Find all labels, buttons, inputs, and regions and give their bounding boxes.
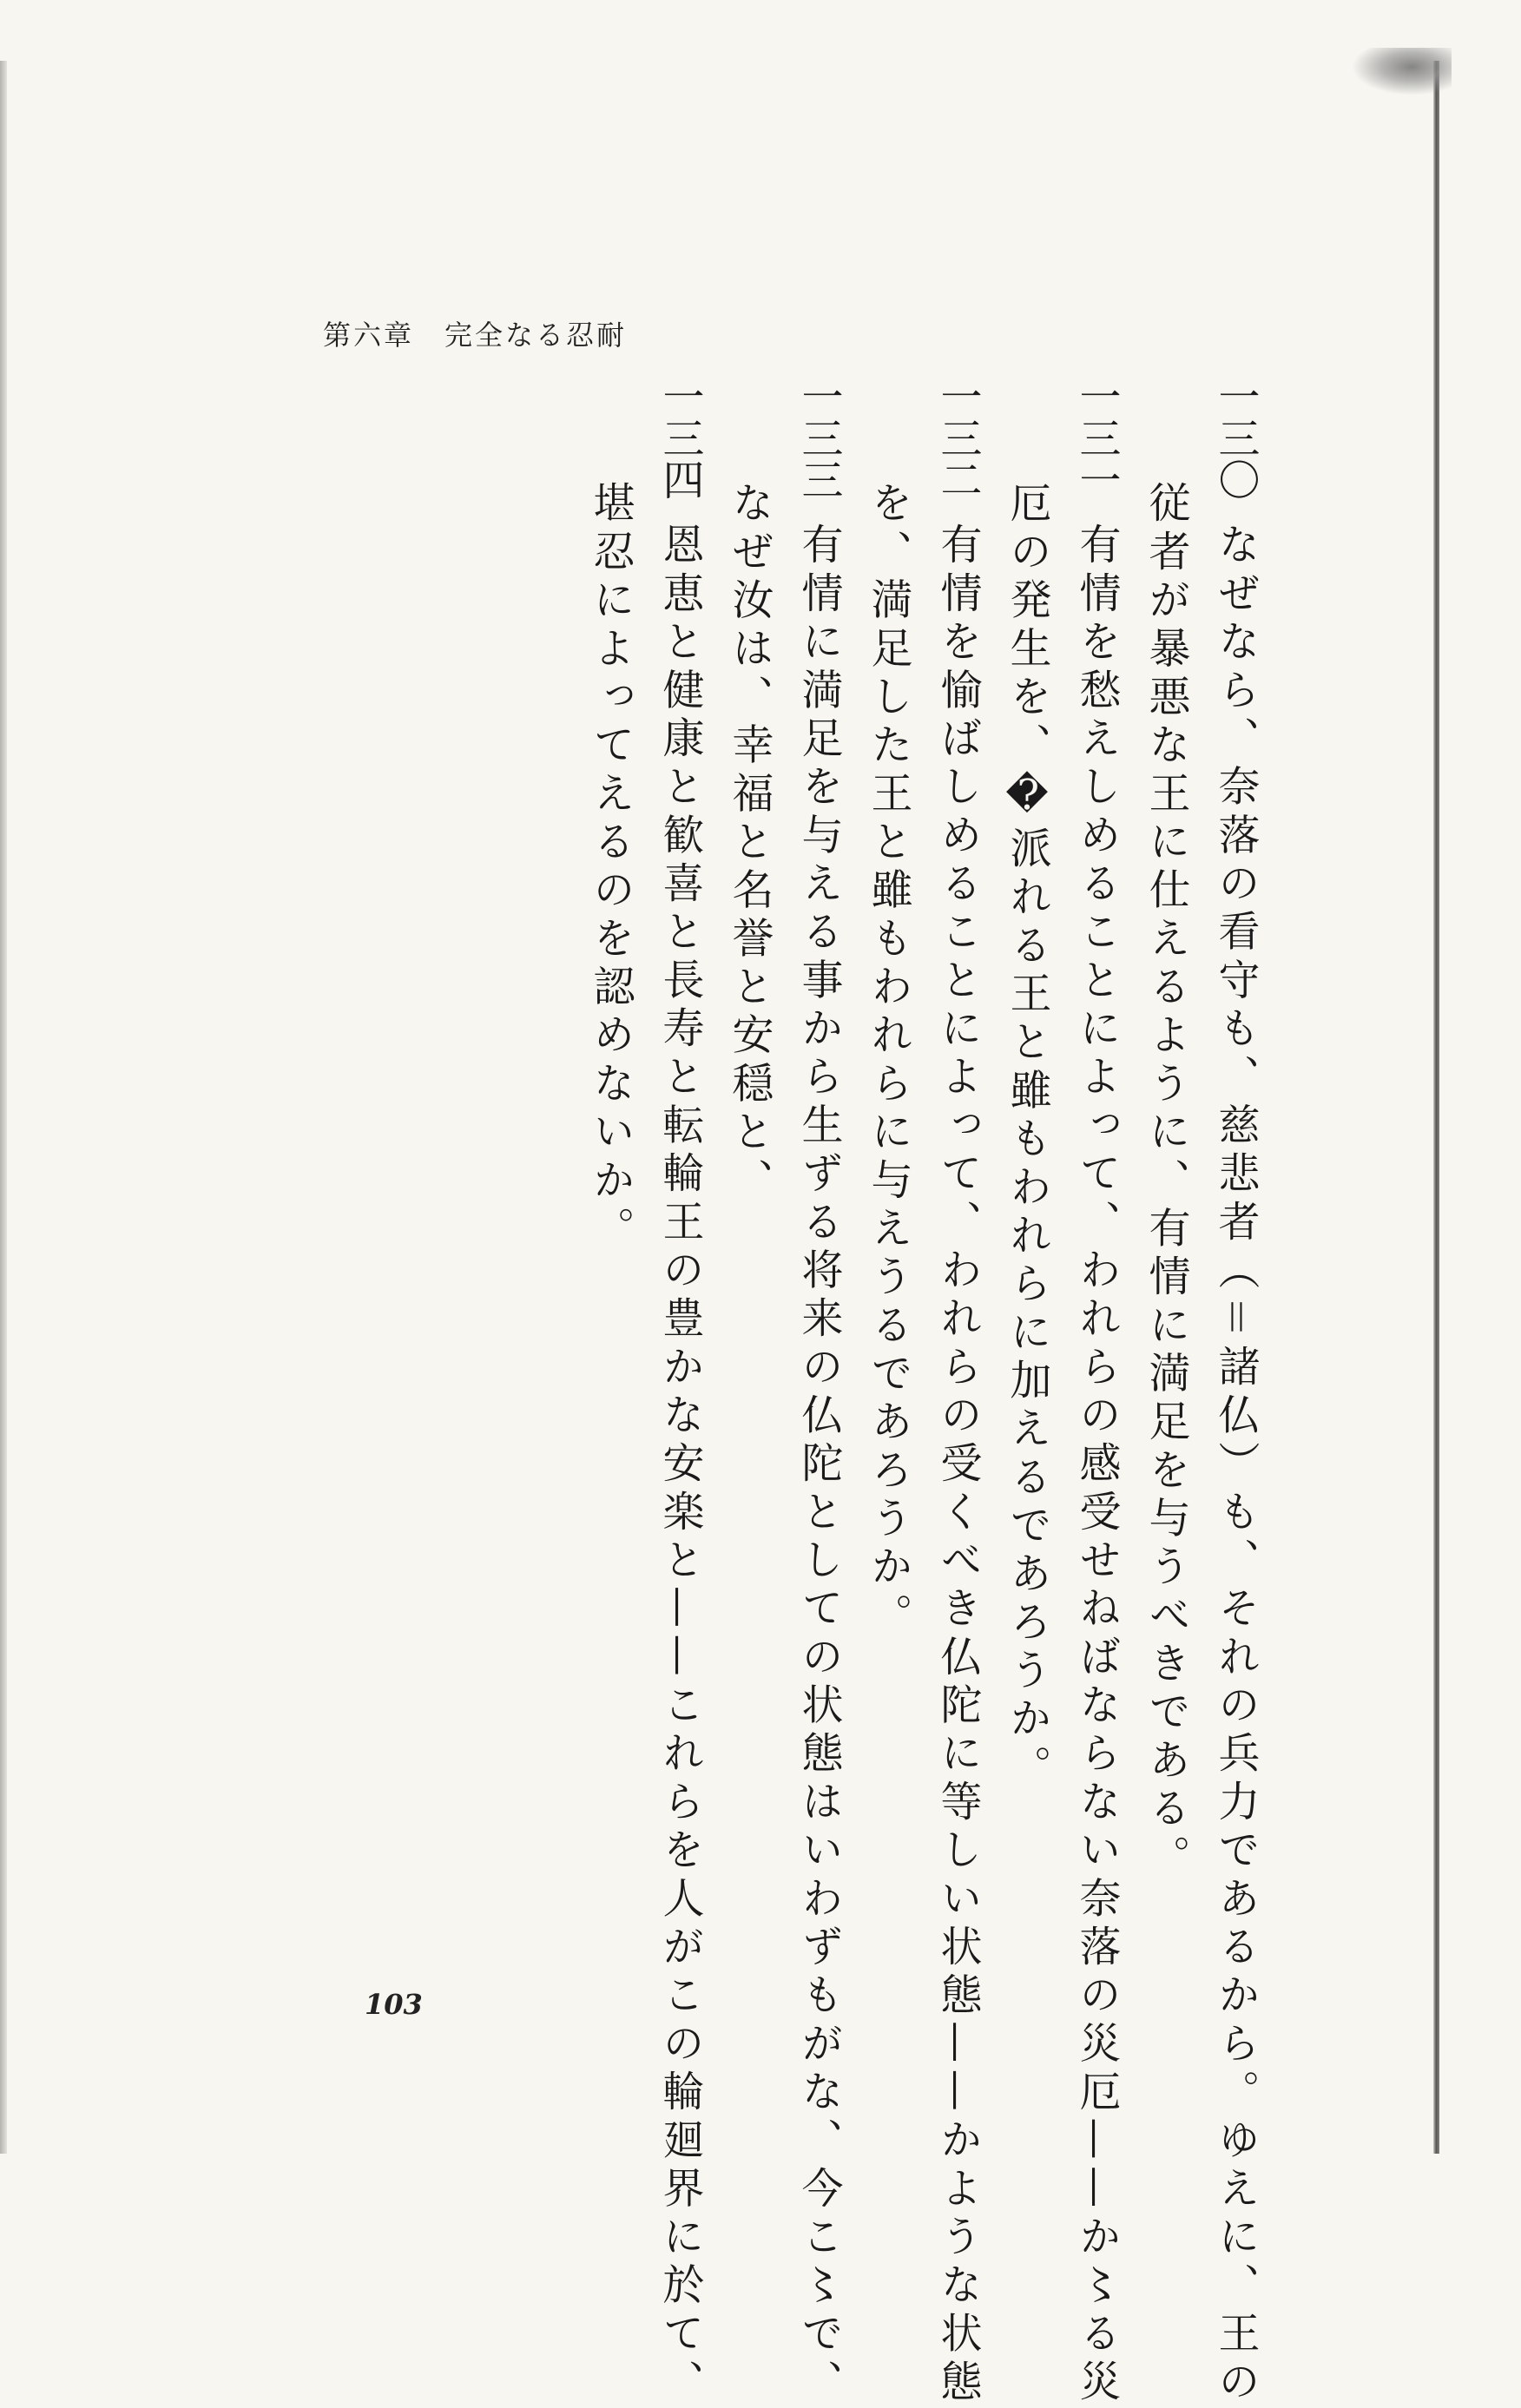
page-gutter-left (0, 61, 7, 2154)
verse-number: 一三一 (1072, 375, 1121, 500)
verse-line (1211, 375, 1260, 2408)
verse-line: 従者が暴悪な王に仕えるように、有情に満足を与うべきである。 (1142, 481, 1190, 1883)
page-binding-edge (1433, 61, 1439, 2154)
verse-number: 一三四 (655, 375, 704, 500)
verse-line (933, 375, 982, 2408)
verse-line: 堪忍によってえるのを認めないか。 (586, 481, 635, 1254)
running-header: 第六章 完全なる忍耐 (323, 319, 628, 352)
verse-line: 厄の発生を、�派れる王と雖もわれらに加えるであろうか。 (1003, 481, 1051, 1793)
verse-134 (586, 375, 704, 2408)
verse-line (794, 375, 843, 2408)
verse-text: 有情を愁えしめることによって、われらの感受せねばならない奈落の災厄——か〻る災 (1072, 523, 1121, 2408)
verse-133 (725, 375, 843, 2408)
scan-smudge (1352, 48, 1452, 95)
verse-130 (1142, 375, 1260, 2408)
verse-line: なぜ汝は、幸福と名誉と安穏と、 (725, 481, 774, 1207)
verse-number: 一三二 (933, 375, 982, 500)
verse-columns (586, 375, 1260, 2408)
verse-132 (864, 375, 982, 2408)
verse-number: 一三〇 (1211, 375, 1260, 500)
verse-text: 有情を愉ばしめることによって、われらの受くべき仏陀に等しい状態——かような状態 (933, 523, 982, 2408)
verse-131 (1003, 375, 1121, 2408)
verse-line (1072, 375, 1121, 2408)
verse-number: 一三三 (794, 375, 843, 500)
verse-line (655, 375, 704, 2408)
main-text (286, 375, 1260, 2408)
verse-text: 有情に満足を与える事から生ずる将来の仏陀としての状態はいわずもがな、今こ〻で、 (794, 523, 843, 2408)
verse-text: 恩恵と健康と歓喜と長寿と転輪王の豊かな安楽と——これらを人がこの輪廻界に於て、 (655, 523, 704, 2408)
verse-text: なぜなら、奈落の看守も、慈悲者（＝諸仏）も、それの兵力であるから。ゆえに、王の (1211, 523, 1260, 2408)
page-number: 103 (365, 1988, 423, 2021)
verse-line: を、満足した王と雖もわれらに与えうるであろうか。 (864, 481, 912, 1642)
